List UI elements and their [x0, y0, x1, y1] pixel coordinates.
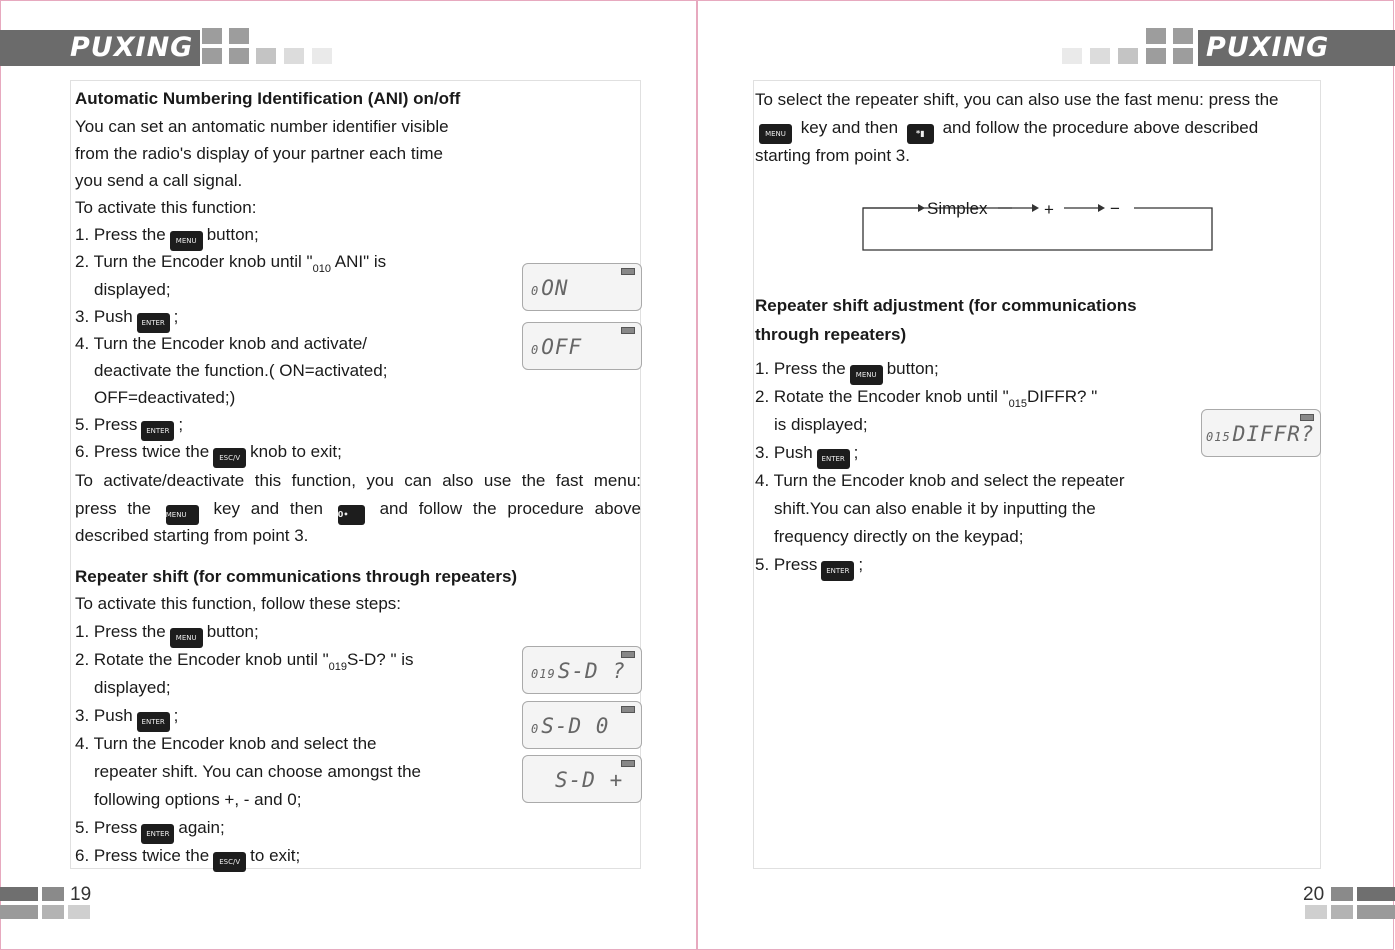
adj-step-2-cont: is displayed;	[774, 415, 868, 434]
battery-icon	[621, 651, 635, 658]
step-text: button;	[206, 225, 259, 244]
adj-step-4-cont: frequency directly on the keypad;	[774, 527, 1024, 546]
ani-step-3	[75, 307, 178, 333]
step-text: 2. Rotate the Encoder knob until "	[755, 387, 1009, 406]
step-text: to exit;	[250, 846, 301, 865]
ani-step-6	[75, 442, 342, 468]
header-square	[1062, 48, 1082, 64]
footer-square	[1357, 905, 1395, 919]
step-text: 3. Push	[75, 307, 133, 326]
step-text: ANI" is	[334, 252, 387, 271]
menu-number: 019	[328, 661, 347, 673]
lcd-text: S-D +	[555, 768, 624, 792]
step-text: DIFFR? "	[1027, 387, 1098, 406]
footer-square	[1357, 887, 1395, 901]
adj-step-1	[755, 359, 939, 385]
lcd-text: OFF	[541, 335, 583, 359]
step-text: 1. Press the	[75, 622, 166, 641]
step-text: again;	[178, 818, 225, 837]
rs-step-5	[75, 818, 225, 844]
adj-step-3	[755, 443, 858, 469]
header-square	[1146, 28, 1166, 44]
ani-fast-menu-line: To activate/deactivate this function, you can also use the fast menu:	[75, 471, 641, 490]
step-text: and follow the procedure above	[379, 499, 641, 518]
header-square	[1090, 48, 1110, 64]
adj-step-2	[755, 387, 1097, 414]
step-text: ;	[858, 555, 864, 574]
menu-number: 015	[1008, 398, 1027, 410]
footer-square	[42, 887, 64, 901]
cycle-return-line	[863, 208, 1212, 250]
step-text: 6. Press twice the	[75, 846, 210, 865]
lcd-prefix: 019	[531, 667, 556, 681]
page-number-left: 19	[70, 884, 92, 905]
rs-step-3	[75, 706, 178, 732]
ani-step-2	[75, 252, 386, 279]
enter-key-icon: ENTER	[817, 449, 850, 469]
page-number-right: 20	[1303, 884, 1325, 905]
right-fast-menu-line: starting from point 3.	[755, 146, 910, 165]
rs-step-4-cont: repeater shift. You can choose amongst the	[94, 762, 422, 781]
ani-heading: Automatic Numbering Identification (ANI) on/off	[75, 89, 461, 108]
header-square	[1146, 48, 1166, 64]
lcd-display	[1206, 422, 1315, 446]
adjustment-heading: Repeater shift adjustment (for communications	[755, 296, 1137, 315]
arrow-head-icon	[918, 204, 925, 212]
step-text: key and then	[213, 499, 323, 518]
right-fast-menu-line: To select the repeater shift, you can also use the fast menu: press the	[755, 90, 1279, 109]
step-text: ;	[853, 443, 859, 462]
header-square	[229, 48, 249, 64]
header-square	[256, 48, 276, 64]
diagram-minus-label: −	[1110, 199, 1120, 218]
header-square	[1173, 28, 1193, 44]
enter-key-icon: ENTER	[821, 561, 854, 581]
menu-number: 010	[312, 263, 331, 275]
header-square	[229, 28, 249, 44]
ani-step-2-cont: displayed;	[94, 280, 171, 299]
step-text: 2. Rotate the Encoder knob until "	[75, 650, 329, 669]
adj-step-4-cont: shift.You can also enable it by inputting the	[774, 499, 1096, 518]
fast-key-icon: 0•	[338, 505, 365, 525]
step-text: ;	[178, 415, 184, 434]
lcd-sd-plus	[522, 755, 642, 803]
lcd-text: DIFFR?	[1232, 422, 1315, 446]
adj-step-4: 4. Turn the Encoder knob and select the repeater	[755, 471, 1125, 490]
lcd-display	[553, 768, 623, 792]
repeater-shift-heading: Repeater shift (for communications through repeaters)	[75, 567, 518, 586]
right-brand-logo: PUXING	[1206, 32, 1330, 63]
ani-activate-line: To activate this function:	[75, 198, 257, 217]
ani-intro-line: from the radio's display of your partner each time	[75, 144, 443, 163]
enter-key-icon: ENTER	[141, 824, 174, 844]
left-brand-logo: PUXING	[70, 32, 194, 63]
step-text: knob to exit;	[250, 442, 342, 461]
battery-icon	[621, 760, 635, 767]
ani-step-4-cont: deactivate the function.( ON=activated;	[94, 361, 388, 380]
esc-key-icon: ESC/V	[213, 448, 246, 468]
footer-square	[42, 905, 64, 919]
footer-square	[0, 905, 38, 919]
enter-key-icon: ENTER	[137, 712, 170, 732]
rs-step-2-cont: displayed;	[94, 678, 171, 697]
step-text: and follow the procedure above described	[942, 118, 1259, 137]
enter-key-icon: ENTER	[137, 313, 170, 333]
step-text: S-D? " is	[347, 650, 414, 669]
esc-key-icon: ESC/V	[213, 852, 246, 872]
footer-square	[68, 905, 90, 919]
diagram-plus-label: +	[1044, 200, 1054, 219]
rs-step-2	[75, 650, 414, 677]
header-square	[1118, 48, 1138, 64]
step-text: ;	[173, 307, 179, 326]
lcd-display	[531, 714, 609, 738]
battery-icon	[1300, 414, 1314, 421]
step-text: 5. Press	[75, 818, 138, 837]
footer-square	[1331, 905, 1353, 919]
lcd-text: S-D ?	[557, 659, 626, 683]
menu-key-icon: MENU	[166, 505, 199, 525]
rs-step-4-cont: following options +, - and 0;	[94, 790, 302, 809]
ani-intro-line: you send a call signal.	[75, 171, 243, 190]
step-text: 1. Press the	[755, 359, 846, 378]
battery-icon	[621, 268, 635, 275]
ani-step-5	[75, 415, 183, 441]
step-text: 5. Press	[75, 415, 138, 434]
step-text: 3. Push	[755, 443, 813, 462]
adj-step-5	[755, 555, 863, 581]
lcd-ani-off	[522, 322, 642, 370]
footer-square	[1305, 905, 1327, 919]
lcd-sd-query	[522, 646, 642, 694]
step-text: 5. Press	[755, 555, 818, 574]
battery-icon	[621, 327, 635, 334]
header-square	[312, 48, 332, 64]
adjustment-heading: through repeaters)	[755, 325, 907, 344]
step-text: 1. Press the	[75, 225, 166, 244]
lcd-sd-zero	[522, 701, 642, 749]
arrow-head-icon	[1032, 204, 1039, 212]
lcd-ani-on	[522, 263, 642, 311]
battery-icon	[621, 706, 635, 713]
menu-key-icon: MENU	[170, 231, 203, 251]
right-fast-menu-line	[755, 118, 1258, 144]
rs-step-4: 4. Turn the Encoder knob and select the	[75, 734, 377, 753]
fast-key-icon: *▮	[907, 124, 934, 144]
footer-square	[0, 887, 38, 901]
lcd-prefix: 0	[531, 284, 540, 298]
step-text: button;	[886, 359, 939, 378]
lcd-prefix: 0	[531, 722, 540, 736]
lcd-display	[531, 276, 569, 300]
lcd-prefix: 0	[531, 343, 540, 357]
step-text: 3. Push	[75, 706, 133, 725]
lcd-diffr	[1201, 409, 1321, 457]
menu-key-icon: MENU	[850, 365, 883, 385]
lcd-prefix: 015	[1206, 430, 1231, 444]
rs-step-1	[75, 622, 259, 648]
menu-key-icon: MENU	[170, 628, 203, 648]
step-text: 6. Press twice the	[75, 442, 210, 461]
header-square	[1173, 48, 1193, 64]
enter-key-icon: ENTER	[141, 421, 174, 441]
lcd-display	[531, 659, 626, 683]
rs-intro: To activate this function, follow these steps:	[75, 594, 402, 613]
header-square	[202, 28, 222, 44]
rs-step-6	[75, 846, 300, 872]
step-text: button;	[206, 622, 259, 641]
header-square	[284, 48, 304, 64]
footer-square	[1331, 887, 1353, 901]
step-text: ;	[173, 706, 179, 725]
lcd-text: ON	[541, 276, 569, 300]
arrow-head-icon	[1098, 204, 1105, 212]
header-square	[202, 48, 222, 64]
ani-fast-menu-line	[75, 499, 641, 525]
ani-step-4-cont: OFF=deactivated;)	[94, 388, 236, 407]
ani-step-4: 4. Turn the Encoder knob and activate/	[75, 334, 368, 353]
step-text: 2. Turn the Encoder knob until "	[75, 252, 313, 271]
ani-intro-line: You can set an antomatic number identifier visible	[75, 117, 449, 136]
step-text: key and then	[800, 118, 899, 137]
ani-fast-menu-line: described starting from point 3.	[75, 526, 309, 545]
lcd-text: S-D 0	[541, 714, 610, 738]
lcd-display	[531, 335, 582, 359]
diagram-simplex-label: Simplex	[927, 199, 988, 218]
repeater-shift-cycle-diagram	[862, 196, 1214, 252]
step-text: press the	[75, 499, 151, 518]
ani-step-1	[75, 225, 259, 251]
menu-key-icon: MENU	[759, 124, 792, 144]
